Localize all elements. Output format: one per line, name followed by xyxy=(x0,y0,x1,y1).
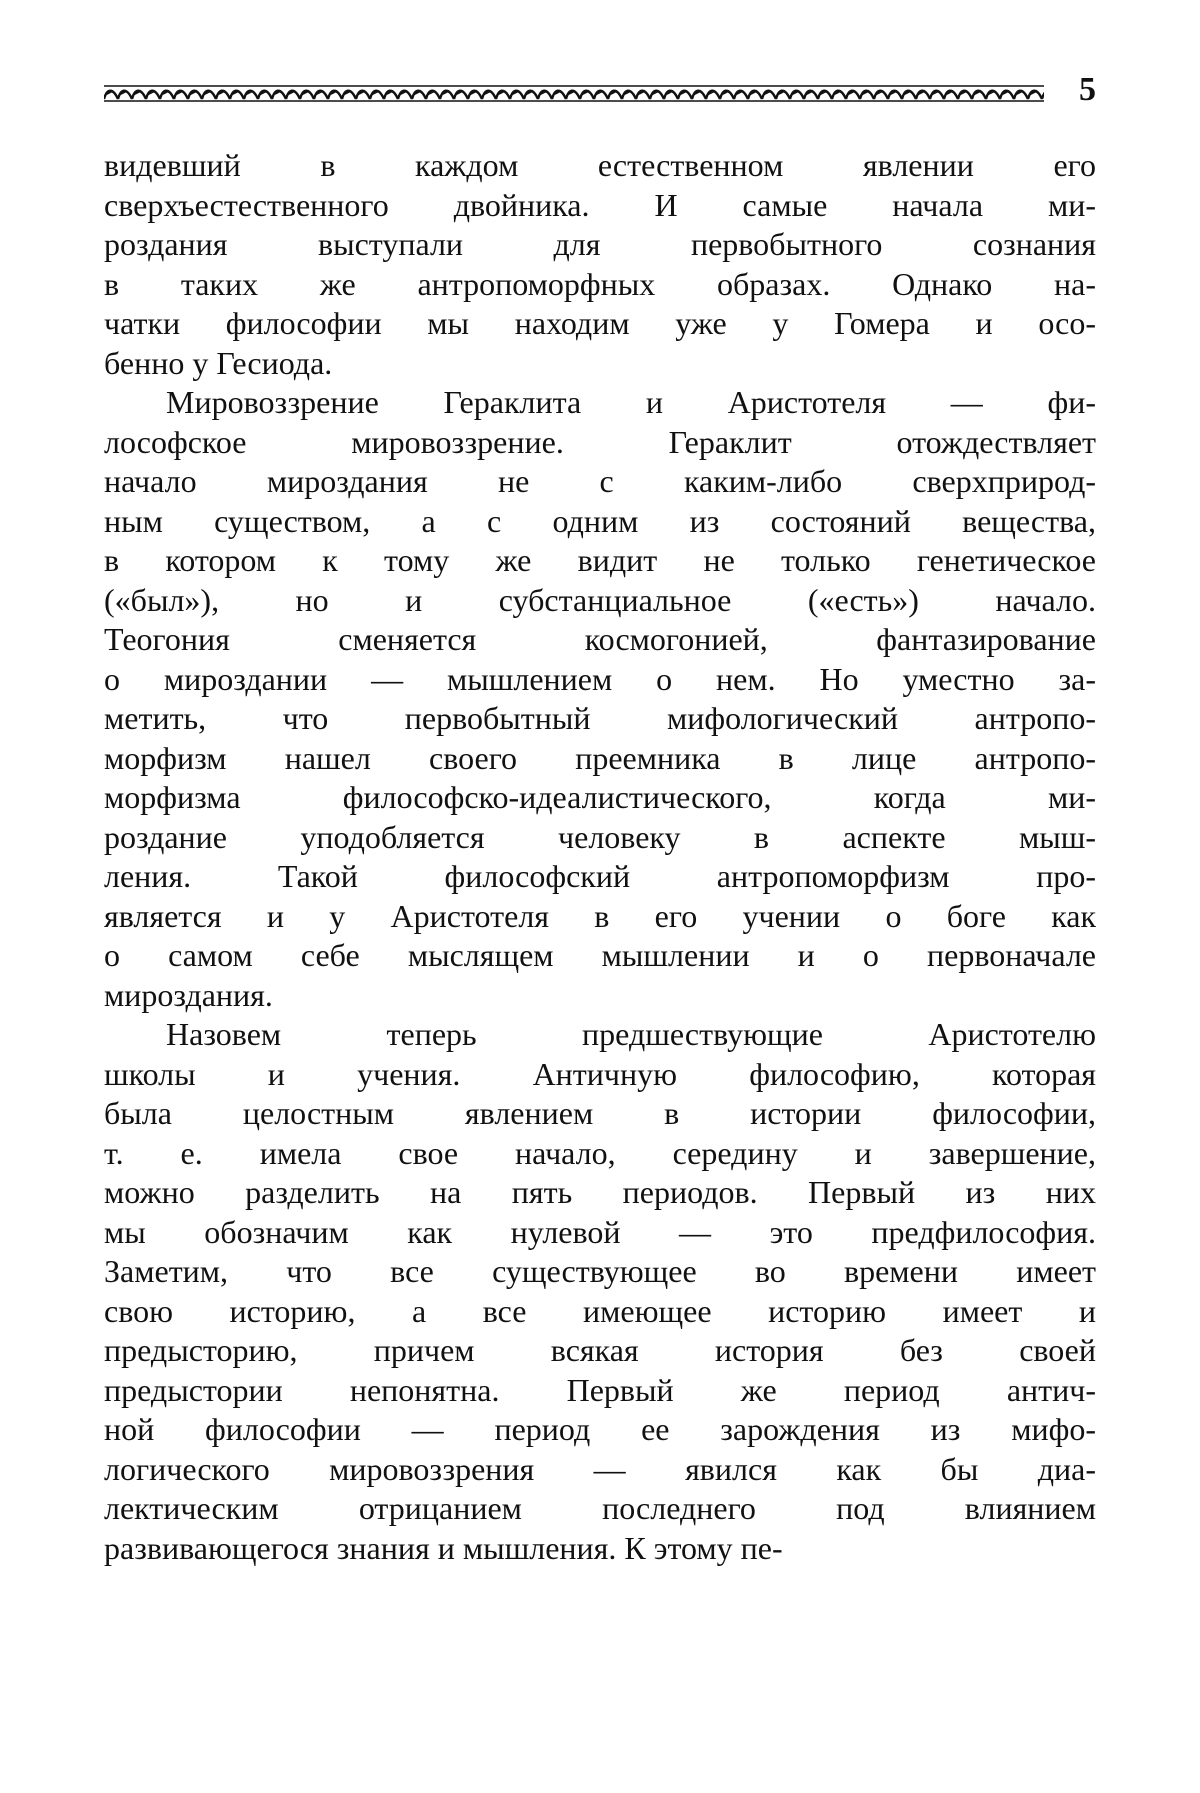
text-line: свою историю, а все имеющее историю имеет и xyxy=(104,1292,1096,1329)
text-line: т. е. имела свое начало, середину и завершение, xyxy=(104,1134,1096,1171)
text-line: начало мироздания не с каким-либо сверхприрод- xyxy=(104,463,1096,499)
text-line: ления. Такой философский антропоморфизм про- xyxy=(104,858,1096,894)
running-head xyxy=(104,71,1096,114)
text-line: лософское мировоззрение. Гераклит отождествляет xyxy=(104,423,1096,460)
text-line: метить, что первобытный мифологический антропо- xyxy=(104,700,1096,736)
text-line: видевший в каждом естественном явлении его xyxy=(104,147,1096,183)
text-line: Назовем теперь предшествующие Аристотелю xyxy=(166,1016,1096,1052)
text-line: роздание уподобляется человеку в аспекте мыш- xyxy=(104,818,1096,855)
text-line: является и у Аристотеля в его учении о боге как xyxy=(104,897,1096,934)
text-line: предыстории непонятна. Первый же период антич- xyxy=(104,1371,1096,1408)
body-text xyxy=(104,146,1096,1568)
text-line: Теогония сменяется космогонией, фантазирование xyxy=(104,621,1096,657)
text-line: бенно у Гесиода. xyxy=(104,344,333,381)
text-line: предысторию, причем всякая история без своей xyxy=(104,1332,1096,1368)
text-line: ным существом, а с одним из состояний вещества, xyxy=(104,502,1096,539)
paragraph xyxy=(104,146,1096,383)
text-line: Мировоззрение Гераклита и Аристотеля — фи- xyxy=(166,384,1096,420)
text-line: в котором к тому же видит не только генетическое xyxy=(104,542,1096,578)
text-line: чатки философии мы находим уже у Гомера и осо- xyxy=(104,305,1096,341)
text-line: школы и учения. Античную философию, которая xyxy=(104,1055,1096,1092)
text-line: («был»), но и субстанциальное («есть») начало. xyxy=(104,581,1096,618)
text-line: мы обозначим как нулевой — это предфилософия. xyxy=(104,1213,1096,1250)
text-line: морфизма философско-идеалистического, когда ми- xyxy=(104,779,1096,815)
text-line: о самом себе мыслящем мышлении и о первоначале xyxy=(104,937,1096,973)
text-line: в таких же антропоморфных образах. Однако на- xyxy=(104,265,1096,302)
text-line: ной философии — период ее зарождения из мифо- xyxy=(104,1411,1096,1447)
text-line: сверхъестественного двойника. И самые начала ми- xyxy=(104,186,1096,223)
text-line: лектическим отрицанием последнего под влиянием xyxy=(104,1490,1096,1526)
text-line: логического мировоззрения — явился как бы диа- xyxy=(104,1450,1096,1487)
text-line: была целостным явлением в истории философии, xyxy=(104,1095,1096,1131)
text-line: можно разделить на пять периодов. Первый из них xyxy=(104,1174,1096,1210)
text-line: о мироздании — мышлением о нем. Но уместно за- xyxy=(104,660,1096,697)
text-line: Заметим, что все существующее во времени имеет xyxy=(104,1253,1096,1289)
ornament-border-icon xyxy=(104,82,1044,104)
text-line: роздания выступали для первобытного сознания xyxy=(104,226,1096,262)
paragraph xyxy=(104,383,1096,1015)
text-line: мироздания. xyxy=(104,976,273,1013)
text-line: морфизм нашел своего преемника в лице антропо- xyxy=(104,739,1096,776)
paragraph xyxy=(104,1015,1096,1568)
page-number: 5 xyxy=(1079,71,1096,108)
text-line: развивающегося знания и мышления. К этому пе- xyxy=(104,1529,783,1566)
